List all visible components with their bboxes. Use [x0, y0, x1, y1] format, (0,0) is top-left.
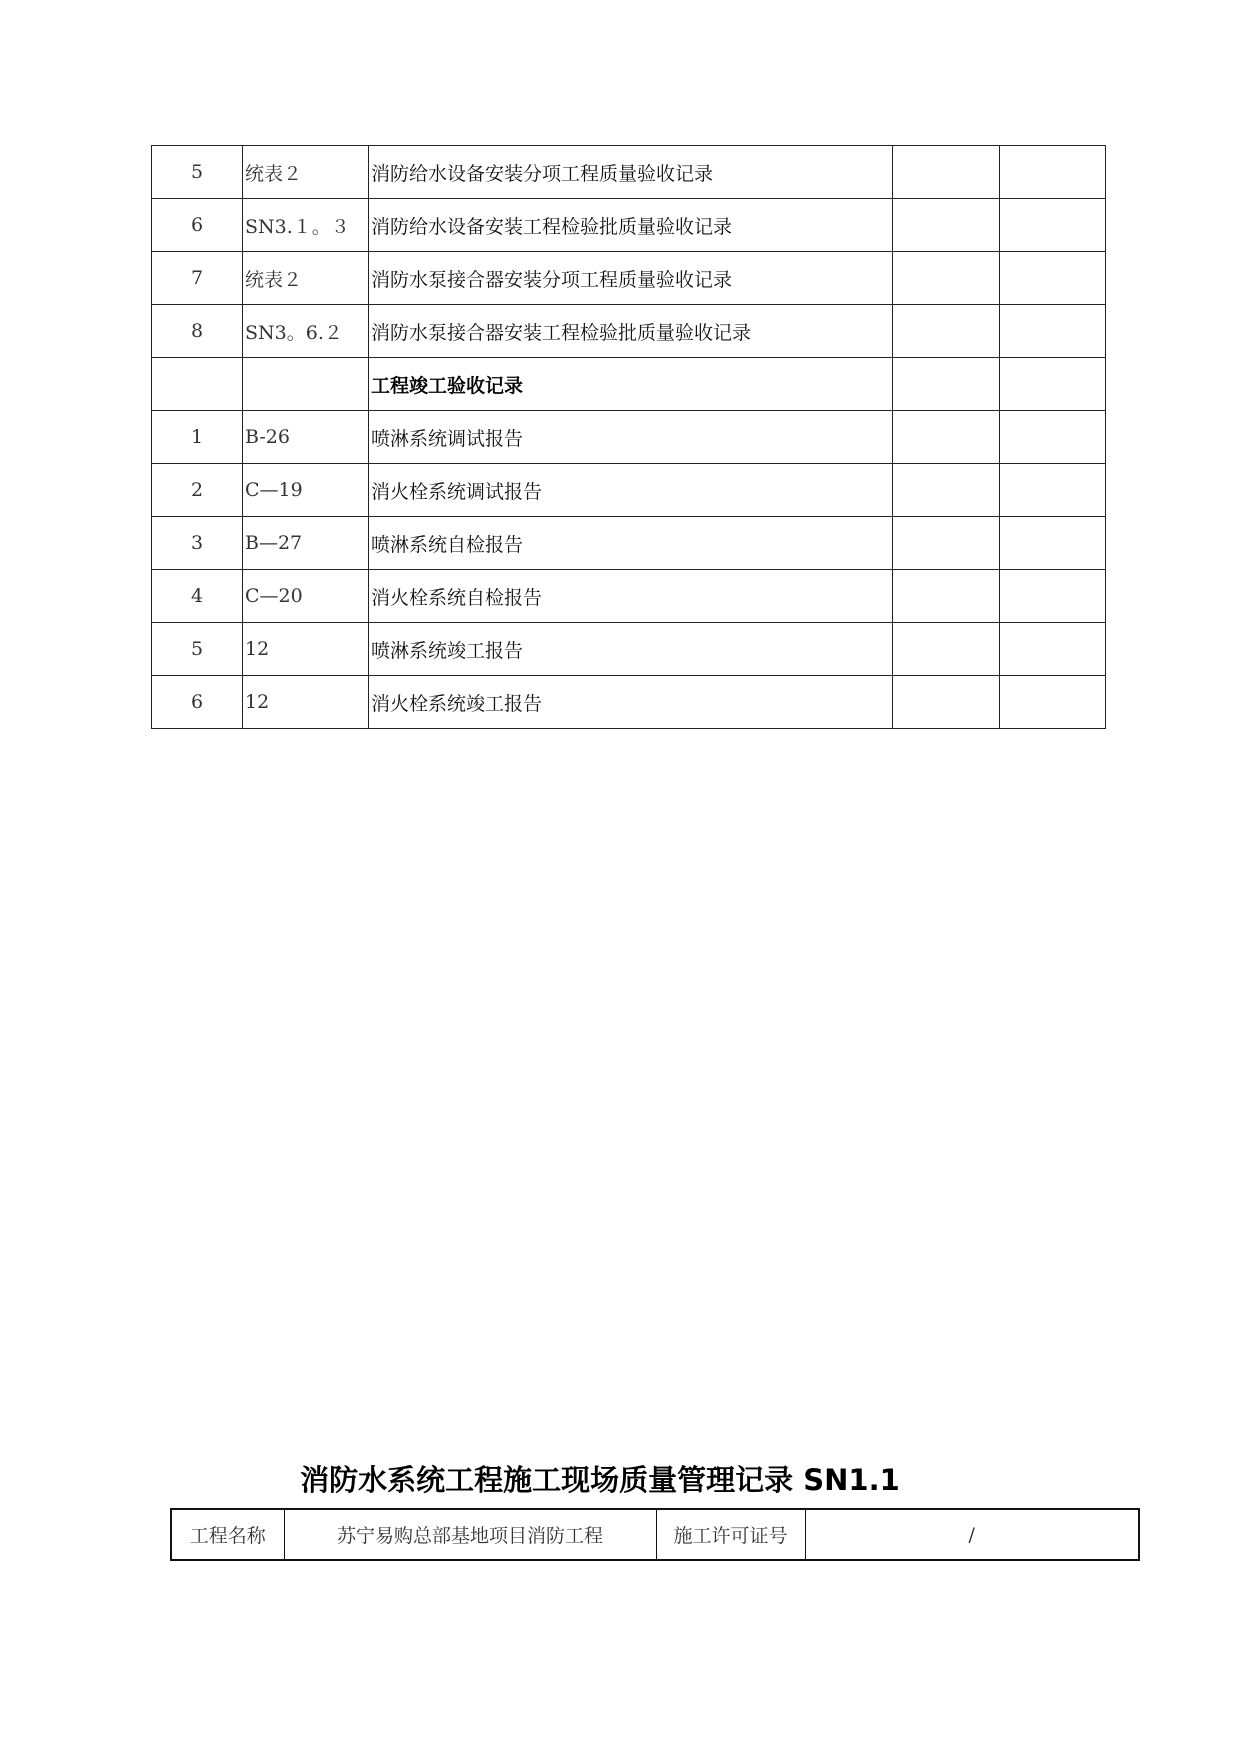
empty-cell [1000, 199, 1106, 252]
section-header-row [152, 358, 1106, 411]
empty-cell [893, 623, 1000, 676]
form-code: SN3.１。３ [243, 199, 369, 252]
record-name: 消防水泵接合器安装工程检验批质量验收记录 [369, 305, 893, 358]
record-name: 消防给水设备安装分项工程质量验收记录 [369, 146, 893, 199]
row-number: 3 [152, 517, 243, 570]
empty-cell [1000, 305, 1106, 358]
project-name-value: 苏宁易购总部基地项目消防工程 [284, 1509, 656, 1560]
record-table [151, 145, 1106, 729]
empty-cell [1000, 411, 1106, 464]
empty-cell [893, 305, 1000, 358]
table-row [152, 623, 1106, 676]
record-name: 喷淋系统竣工报告 [369, 623, 893, 676]
form-code: C—19 [243, 464, 369, 517]
empty-cell [1000, 464, 1106, 517]
empty-cell [1000, 517, 1106, 570]
empty-cell [893, 358, 1000, 411]
table-row [152, 146, 1106, 199]
table-row [152, 570, 1106, 623]
row-number: 2 [152, 464, 243, 517]
permit-number-value: / [805, 1509, 1139, 1560]
record-name: 消火栓系统调试报告 [369, 464, 893, 517]
empty-cell [893, 570, 1000, 623]
record-name: 消防水泵接合器安装分项工程质量验收记录 [369, 252, 893, 305]
empty-cell [893, 464, 1000, 517]
empty-cell [893, 411, 1000, 464]
form-code: SN3。6.２ [243, 305, 369, 358]
table-row [152, 676, 1106, 729]
project-info-table [170, 1508, 1140, 1561]
record-name: 喷淋系统自检报告 [369, 517, 893, 570]
record-name: 消防给水设备安装工程检验批质量验收记录 [369, 199, 893, 252]
table-row [152, 411, 1106, 464]
record-name: 消火栓系统自检报告 [369, 570, 893, 623]
empty-cell [1000, 623, 1106, 676]
form-code [243, 358, 369, 411]
row-number: 4 [152, 570, 243, 623]
form-code: B-26 [243, 411, 369, 464]
table-row [152, 199, 1106, 252]
table-row [152, 305, 1106, 358]
form-code: 12 [243, 676, 369, 729]
empty-cell [1000, 146, 1106, 199]
form-code: 统表２ [243, 146, 369, 199]
empty-cell [893, 517, 1000, 570]
row-number: 6 [152, 676, 243, 729]
row-number: 1 [152, 411, 243, 464]
row-number: 7 [152, 252, 243, 305]
empty-cell [1000, 570, 1106, 623]
row-number: 6 [152, 199, 243, 252]
empty-cell [893, 146, 1000, 199]
empty-cell [1000, 676, 1106, 729]
permit-number-label: 施工许可证号 [656, 1509, 805, 1560]
form-code: B—27 [243, 517, 369, 570]
table-row [152, 252, 1106, 305]
form-code: C—20 [243, 570, 369, 623]
table-row [152, 464, 1106, 517]
empty-cell [893, 252, 1000, 305]
row-number: 5 [152, 146, 243, 199]
empty-cell [893, 199, 1000, 252]
row-number: 8 [152, 305, 243, 358]
form-code: 12 [243, 623, 369, 676]
record-name: 喷淋系统调试报告 [369, 411, 893, 464]
section-title: 工程竣工验收记录 [369, 358, 893, 411]
empty-cell [893, 676, 1000, 729]
table-row [171, 1509, 1139, 1560]
row-number [152, 358, 243, 411]
table-row [152, 517, 1106, 570]
empty-cell [1000, 252, 1106, 305]
empty-cell [1000, 358, 1106, 411]
project-name-label: 工程名称 [171, 1509, 284, 1560]
form-title: 消防水系统工程施工现场质量管理记录 SN1.1 [300, 1463, 900, 1497]
form-code: 统表２ [243, 252, 369, 305]
row-number: 5 [152, 623, 243, 676]
record-name: 消火栓系统竣工报告 [369, 676, 893, 729]
